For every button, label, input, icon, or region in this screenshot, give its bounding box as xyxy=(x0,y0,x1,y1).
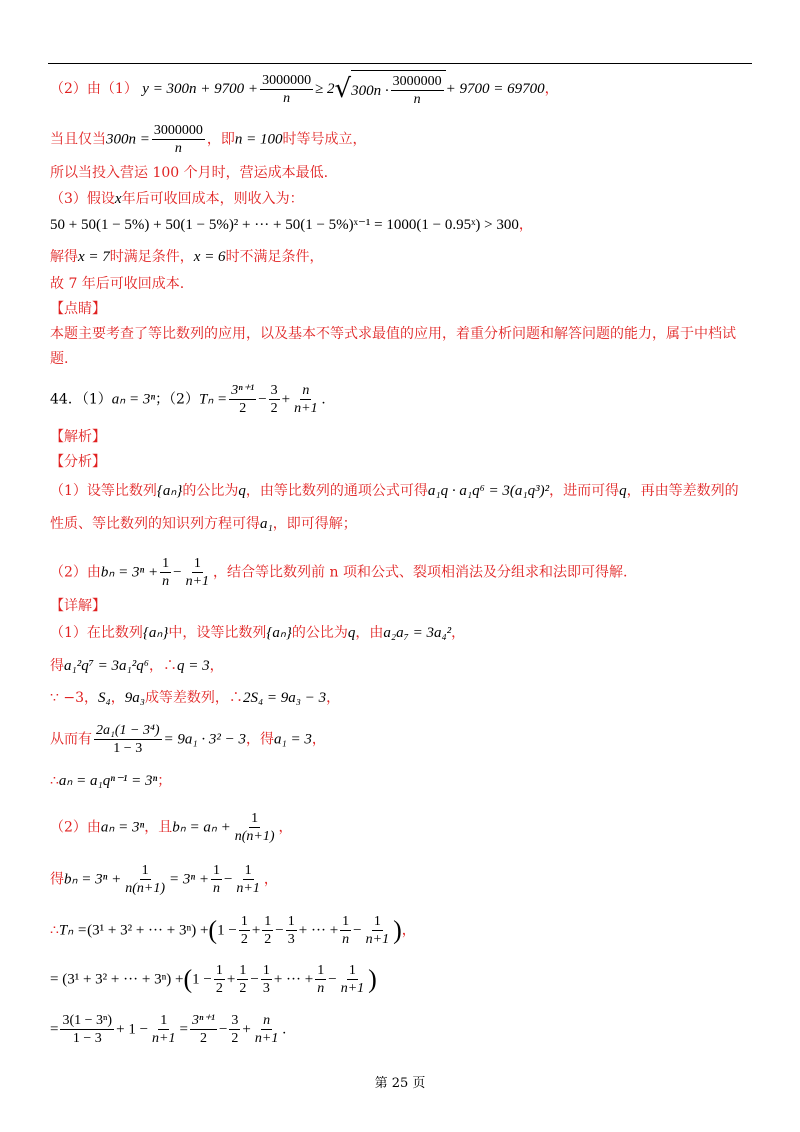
formula: + 9700 = 69700 xyxy=(445,81,545,97)
fraction: $\frac{3000000}{n}$ xyxy=(262,72,312,106)
sqrt: √ 300n · $\frac{3000000}{n}$ xyxy=(335,70,446,108)
xiangjie-line-4: 从而有 $\frac{\text{2a₁(1 − 3⁴)}}{1 - 3}$ = 9a₁ · 3² − 3，得a₁ = 3， xyxy=(50,723,326,756)
dianjing-text-1: 本题主要考查了等比数列的应用，以及基本不等式求最值的应用，着重分析问题和解答问题的能力，属于中档试 xyxy=(50,326,736,342)
question-number: 44．（1） xyxy=(50,391,112,408)
dianjing-header: 【点睛】 xyxy=(50,301,106,317)
formula: y = 300n + 9700 + xyxy=(142,81,259,97)
header-rule xyxy=(48,63,752,64)
part3-intro: （3）假设x年后可收回成本，则收入为： xyxy=(50,191,304,207)
part2-label: （2）由（1） xyxy=(50,81,138,97)
xiangjie-line-2: 得a₁²q⁷ = 3a₁²q⁶，∴q = 3， xyxy=(50,658,224,674)
formula: n = 100 xyxy=(234,131,283,148)
part3-equation: 50 + 50(1 − 5%) + 50(1 − 5%)² + ··· + 50(1 − 5%)ˣ⁻¹ = 1000(1 − 0.95ˣ) > 300， xyxy=(50,217,533,233)
xiangjie-line-3: ∵ −3，S₄，9a₃成等差数列，∴2S₄ = 9a₃ − 3， xyxy=(50,690,341,706)
conclusion-2: 故 7 年后可收回成本. xyxy=(50,276,185,292)
fenxi-header: 【分析】 xyxy=(50,454,106,470)
conclusion-1: 所以当投入营运 100 个月时，营运成本最低. xyxy=(50,165,329,181)
xiangjie-line-8: ∴Tₙ =(3¹ + 3² + ··· + 3ⁿ) +(1 − $\frac{1}{2}$ + $\frac{1}{2}$ − $\frac{1}{3}$ + ··· + $\frac{1}{n}$ − $\frac{1}{n+1}$ )， xyxy=(50,914,416,947)
xiangjie-header: 【详解】 xyxy=(50,598,106,614)
xiangjie-line-10: = $\frac{\text{3(1 − 3ⁿ)}}{1 - 3}$ + 1 − $\frac{1}{n+1}$ = $\frac{\text{3ⁿ⁺¹}}{2}$ − $\frac{3}{2}$ + $\frac{n}{n+1}$ . xyxy=(50,1013,287,1046)
fraction: $\frac{3000000}{n}$ xyxy=(153,123,203,156)
formula: 300n = xyxy=(106,131,150,148)
dianjing-text-2: 题. xyxy=(50,351,69,367)
fenxi-line-2: 性质、等比数列的知识列方程可得a₁，即可得解； xyxy=(50,516,357,532)
page-number: 第 25 页 xyxy=(374,1076,426,1091)
formula: ≥ 2 xyxy=(315,81,335,97)
xiangjie-line-9: = (3¹ + 3² + ··· + 3ⁿ) +(1 − $\frac{1}{2}$ + $\frac{1}{2}$ − $\frac{1}{3}$ + ··· + $\frac{1}{n}$ − $\frac{1}{n+1}$ ) xyxy=(50,963,377,996)
equality-condition-line: 当且仅当300n = $\frac{3000000}{n}$ ，即n = 100时等号成立， xyxy=(50,123,367,156)
xiangjie-line-1: （1）在比数列{aₙ}中，设等比数列{aₙ}的公比为q，由a₂a₇ = 3a₄²， xyxy=(50,625,466,641)
q44-answer-line: 44．（1）aₙ = 3ⁿ；（2）Tₙ = $\frac{\text{3ⁿ⁺¹}}{2}$ − $\frac{3}{2}$ + $\frac{n}{n+1}$ . xyxy=(50,383,326,416)
jiexi-header: 【解析】 xyxy=(50,429,106,445)
fenxi-line-3: （2）由bₙ = 3ⁿ + $\frac{1}{n}$ − $\frac{1}{n+1}$ ，结合等比数列前 n 项和公式、裂项相消法及分组求和法即可得解. xyxy=(50,556,628,589)
fenxi-line-1: （1）设等比数列{aₙ}的公比为q，由等比数列的通项公式可得a₁q · a₁q⁶ = 3(a₁q³)²，进而可得q，再由等差数列的 xyxy=(50,483,739,499)
formula: 50 + 50(1 − 5%) + 50(1 − 5%)² + ··· + 50(1 − 5%)ˣ⁻¹ = 1000(1 − 0.95ˣ) > 300 xyxy=(50,217,519,233)
xiangjie-line-7: 得bₙ = 3ⁿ + $\frac{1}{n(n+1)}$ = 3ⁿ + $\frac{1}{n}$ − $\frac{1}{n+1}$ ， xyxy=(50,863,278,896)
part2-line: （2）由（1） y = 300n + 9700 + $\frac{3000000}{n}$ ≥ 2 √ 300n · $\frac{3000000}{n}$ + 9700 = 69700， xyxy=(50,70,559,108)
solve-line: 解得x = 7时满足条件，x = 6时不满足条件， xyxy=(50,249,324,265)
xiangjie-line-6: （2）由aₙ = 3ⁿ，且bₙ = aₙ + $\frac{1}{n(n+1)}$ ， xyxy=(50,811,293,844)
xiangjie-line-5: ∴aₙ = a₁qⁿ⁻¹ = 3ⁿ； xyxy=(50,773,172,789)
